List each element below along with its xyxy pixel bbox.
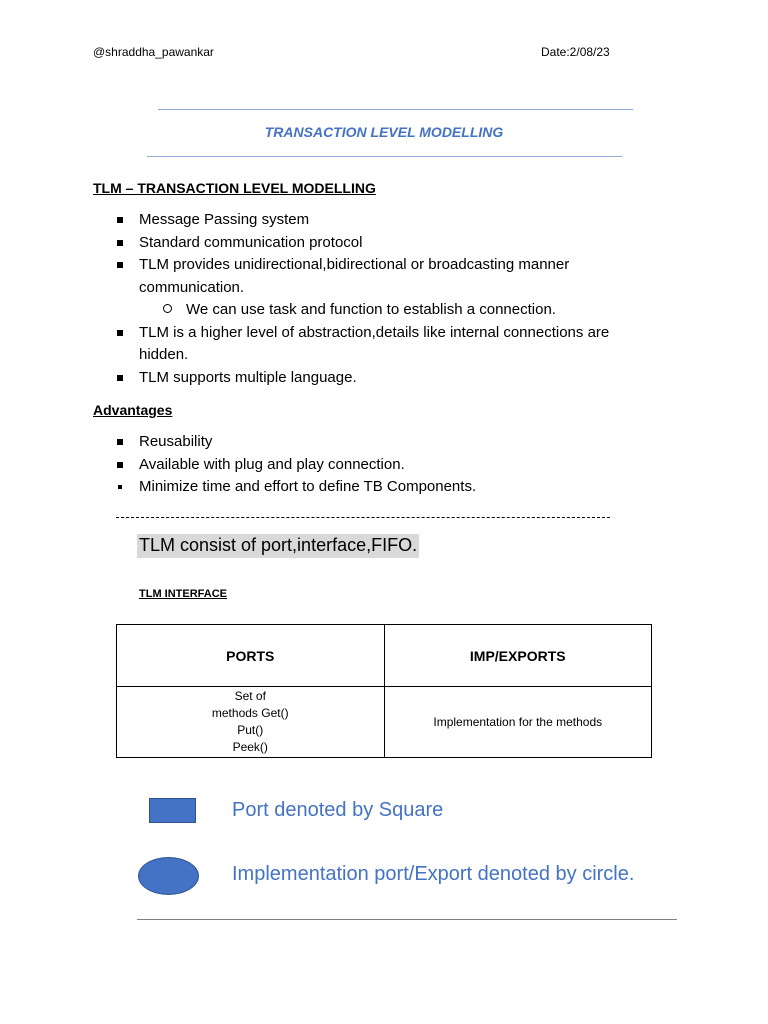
list-item: Message Passing system bbox=[93, 209, 653, 232]
square-bullet-icon bbox=[117, 217, 123, 223]
circle-bullet-icon bbox=[163, 304, 172, 313]
author-handle: @shraddha_pawankar bbox=[93, 45, 214, 59]
interface-heading: TLM INTERFACE bbox=[139, 588, 227, 600]
cell-line: Peek() bbox=[232, 740, 268, 754]
square-bullet-icon bbox=[117, 262, 123, 268]
list-item: Minimize time and effort to define TB Components. bbox=[93, 476, 653, 499]
document-date: Date:2/08/23 bbox=[541, 45, 610, 59]
cell-line: Put() bbox=[237, 723, 264, 737]
highlighted-statement: TLM consist of port,interface,FIFO. bbox=[137, 534, 419, 558]
tlm-bullet-list bbox=[93, 209, 653, 389]
list-item: Reusability bbox=[93, 431, 653, 454]
list-item: Available with plug and play connection. bbox=[93, 454, 653, 477]
table-header-cell: IMP/EXPORTS bbox=[384, 625, 652, 687]
square-bullet-icon bbox=[117, 439, 123, 445]
section-heading-tlm: TLM – TRANSACTION LEVEL MODELLING bbox=[93, 180, 376, 196]
list-item: TLM provides unidirectional,bidirectional or broadcasting manner communication. bbox=[93, 254, 653, 299]
title-rule-bottom bbox=[147, 156, 622, 157]
export-circle-shape bbox=[138, 857, 199, 895]
export-legend-text: Implementation port/Export denoted by circle. bbox=[232, 863, 635, 885]
table-row bbox=[117, 687, 652, 758]
list-item: TLM is a higher level of abstraction,details like internal connections are hidden. bbox=[93, 322, 653, 367]
dashed-divider bbox=[116, 517, 610, 518]
square-bullet-icon bbox=[118, 485, 122, 489]
port-legend-text: Port denoted by Square bbox=[232, 799, 444, 821]
title-rule-top bbox=[158, 109, 633, 110]
section-heading-advantages: Advantages bbox=[93, 402, 173, 418]
list-item: TLM supports multiple language. bbox=[93, 367, 653, 390]
square-bullet-icon bbox=[117, 330, 123, 336]
square-bullet-icon bbox=[117, 240, 123, 246]
tlm-interface-table bbox=[116, 624, 652, 758]
table-header-row bbox=[117, 625, 652, 687]
square-bullet-icon bbox=[117, 462, 123, 468]
imp-exports-cell: Implementation for the methods bbox=[384, 687, 652, 758]
cell-line: methods Get() bbox=[211, 706, 289, 720]
page-title: TRANSACTION LEVEL MODELLING bbox=[264, 124, 504, 140]
list-item: Standard communication protocol bbox=[93, 232, 653, 255]
table-header-cell: PORTS bbox=[117, 625, 385, 687]
sub-list-item: We can use task and function to establish a connection. bbox=[93, 299, 653, 322]
cell-line: Set of bbox=[234, 689, 266, 703]
ports-methods-cell bbox=[117, 687, 385, 758]
square-bullet-icon bbox=[117, 375, 123, 381]
port-square-shape bbox=[149, 798, 196, 823]
advantages-bullet-list bbox=[93, 431, 653, 499]
bottom-divider bbox=[137, 919, 677, 920]
